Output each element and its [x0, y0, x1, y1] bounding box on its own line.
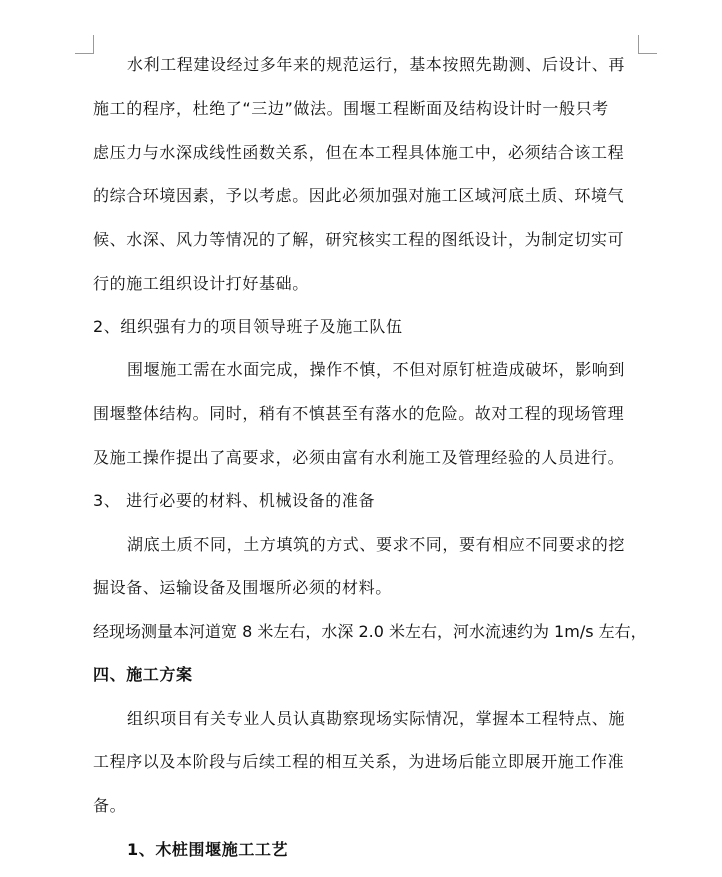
paragraph-line-3: 虑压力与水深成线性函数关系，但在本工程具体施工中，必须结合该工程	[93, 143, 625, 162]
section-heading-3: 3、 进行必要的材料、机械设备的准备	[93, 491, 376, 510]
paragraph-line-2: 施工的程序，杜绝了“三边”做法。围堰工程断面及结构设计时一般只考	[93, 99, 609, 118]
paragraph-line-7: 围堰施工需在水面完成，操作不慎，不但对原钉桩造成破坏，影响到	[127, 360, 626, 379]
paragraph-line-11: 掘设备、运输设备及围堰所必须的材料。	[93, 578, 392, 597]
paragraph-line-15: 备。	[93, 796, 127, 815]
margin-corner-mark-right	[638, 35, 657, 54]
margin-corner-mark-left	[75, 35, 94, 54]
section-heading-2: 2、组织强有力的项目领导班子及施工队伍	[93, 317, 403, 336]
paragraph-line-13: 组织项目有关专业人员认真勘察现场实际情况，掌握本工程特点、施	[127, 709, 626, 728]
paragraph-line-4: 的综合环境因素，予以考虑。因此必须加强对施工区域河底土质、环境气	[93, 186, 625, 205]
paragraph-line-1: 水利工程建设经过多年来的规范运行，基本按照先勘测、后设计、再	[127, 55, 626, 74]
paragraph-line-12: 经现场测量本河道宽 8 米左右，水深 2.0 米左右，河水流速约为 1m/s 左右，	[93, 622, 647, 641]
paragraph-line-6: 行的施工组织设计打好基础。	[93, 274, 309, 293]
paragraph-line-5: 候、水深、风力等情况的了解，研究核实工程的图纸设计，为制定切实可	[93, 230, 625, 249]
subsection-heading-1: 1、木桩围堰施工工艺	[127, 840, 289, 859]
paragraph-line-8: 围堰整体结构。同时，稍有不慎甚至有落水的危险。故对工程的现场管理	[93, 404, 625, 423]
paragraph-line-10: 湖底土质不同，土方填筑的方式、要求不同，要有相应不同要求的挖	[127, 535, 626, 554]
section-heading-4: 四、施工方案	[93, 665, 193, 684]
paragraph-line-14: 工程序以及本阶段与后续工程的相互关系，为进场后能立即展开施工作准	[93, 752, 625, 771]
paragraph-line-9: 及施工操作提出了高要求，必须由富有水利施工及管理经验的人员进行。	[93, 448, 625, 467]
